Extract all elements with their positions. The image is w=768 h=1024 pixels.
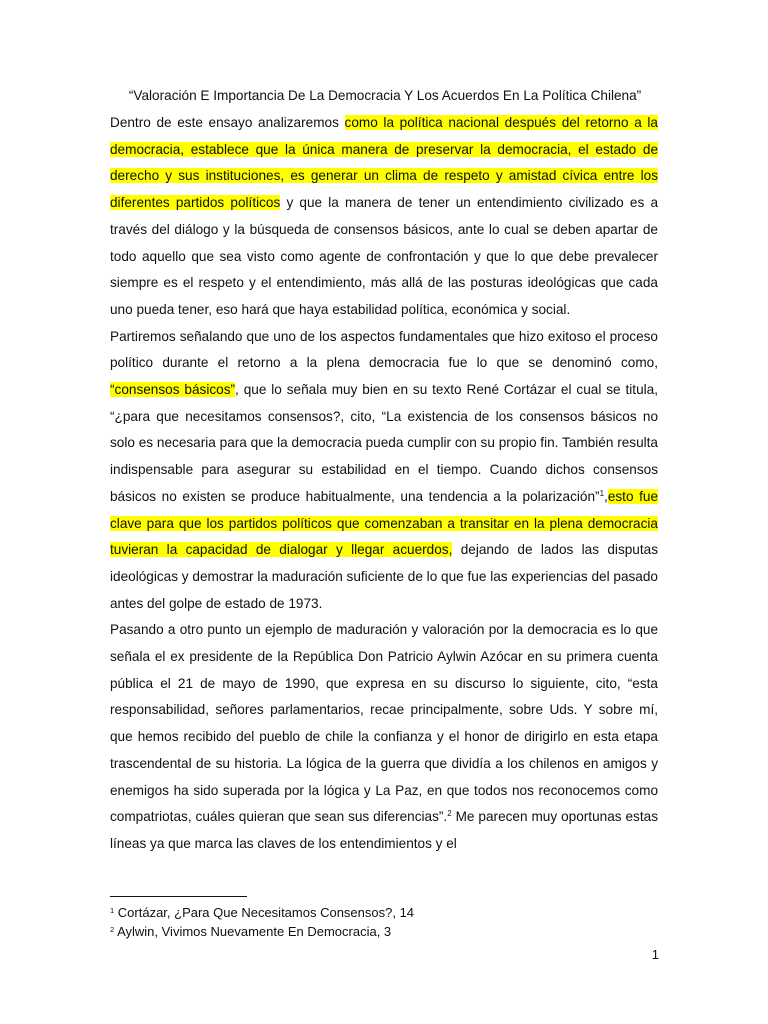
page-number: 1 <box>651 947 659 962</box>
paragraph-2-comma: , <box>604 488 608 504</box>
footnote-ref-2[interactable]: 2 <box>447 809 452 819</box>
footnote-text-2: Aylwin, Vivimos Nuevamente En Democracia, 3 <box>114 924 392 939</box>
paragraph-2-highlight-clave: esto fue clave para que los partidos políticos que comenzaban a transitar en la plena democracia tuvieran la capacidad de dialogar y llegar acuerdos, <box>110 488 658 558</box>
essay-title <box>110 86 658 106</box>
paragraph-1-text: Dentro de este ensayo analizaremos <box>110 115 345 130</box>
paragraph-3-text: Pasando a otro punto un ejemplo de maduración y valoración por la democracia es lo que señala el ex presidente de la República Don Patricio Aylwin Azócar en su primera cuenta pública el 21 de mayo de 1990, que expresa en su discurso lo siguiente, cito, “esta responsabilidad, señores parlamentarios, recae principalmente, sobre Uds. Y sobre mí, que hemos recibido del pueblo de chile la confianza y el honor de dirigirlo en esta etapa trascendental de su historia. La lógica de la guerra que dividía a los chilenos en amigos y enemigos ha sido superada por la lógica y La Paz, en que todos nos reconocemos como compatriotas, cuáles quieran que sean sus diferencias”. <box>110 622 658 825</box>
footnote-2 <box>110 922 658 941</box>
paragraph-3-text-cont: Me parecen muy oportunas estas líneas ya que marca las claves de los entendimientos y el <box>110 809 658 851</box>
paragraph-1-text-cont: y que la manera de tener un entendimiento civilizado es a través del diálogo y la búsqueda de consensos básicos, ante lo cual se deben apartar de todo aquello que sea visto como agente de confrontación y que lo que debe prevalecer siempre es el respeto y el entendimiento, más allá de las posturas ideológicas que cada uno pueda tener, eso hará que haya estabilidad política, económica y social. <box>110 195 659 317</box>
footnotes <box>110 903 658 941</box>
essay-body <box>110 110 658 858</box>
paragraph-2-highlight-consensos: “consensos básicos” <box>110 382 236 398</box>
paragraph-2-text: Partiremos señalando que uno de los aspectos fundamentales que hizo exitoso el proceso político durante el retorno a la plena democracia fue lo que se denominó como, <box>110 328 658 371</box>
footnote-separator <box>110 896 247 897</box>
paragraph-2-text-quote: , que lo señala muy bien en su texto René Cortázar el cual se titula, “¿para que necesitamos consensos?, cito, “La existencia de los consensos básicos no solo es necesaria para que la democracia pueda cumplir con su propio fin. También resulta indispensable para asegurar su estabilidad en el tiempo. Cuando dichos consensos básicos no existen se produce habitualmente, una tendencia a la polarización” <box>110 382 658 504</box>
footnote-ref-1[interactable]: 1 <box>599 488 605 498</box>
paragraph-1-highlight: como la política nacional después del retorno a la democracia, establece que la única manera de preservar la democracia, el estado de derecho y sus instituciones, es generar un clima de respeto y amistad cívica entre los diferentes partidos políticos <box>110 115 658 211</box>
footnote-marker-2: 2 <box>110 925 115 934</box>
paragraph-1 <box>110 110 658 324</box>
essay-title-text: “Valoración E Importancia De La Democracia Y Los Acuerdos En La Política Chilena” <box>128 88 642 103</box>
footnote-1 <box>110 903 658 922</box>
footnote-text-1: Cortázar, ¿Para Que Necesitamos Consensos?, 14 <box>114 905 415 920</box>
paragraph-2 <box>110 324 658 618</box>
footnote-marker-1: 1 <box>110 906 115 915</box>
paragraph-2-text-end: dejando de lados las disputas ideológicas y demostrar la maduración suficiente de lo que fue las experiencias del pasado antes del golpe de estado de 1973. <box>110 542 658 611</box>
paragraph-3 <box>110 617 658 857</box>
